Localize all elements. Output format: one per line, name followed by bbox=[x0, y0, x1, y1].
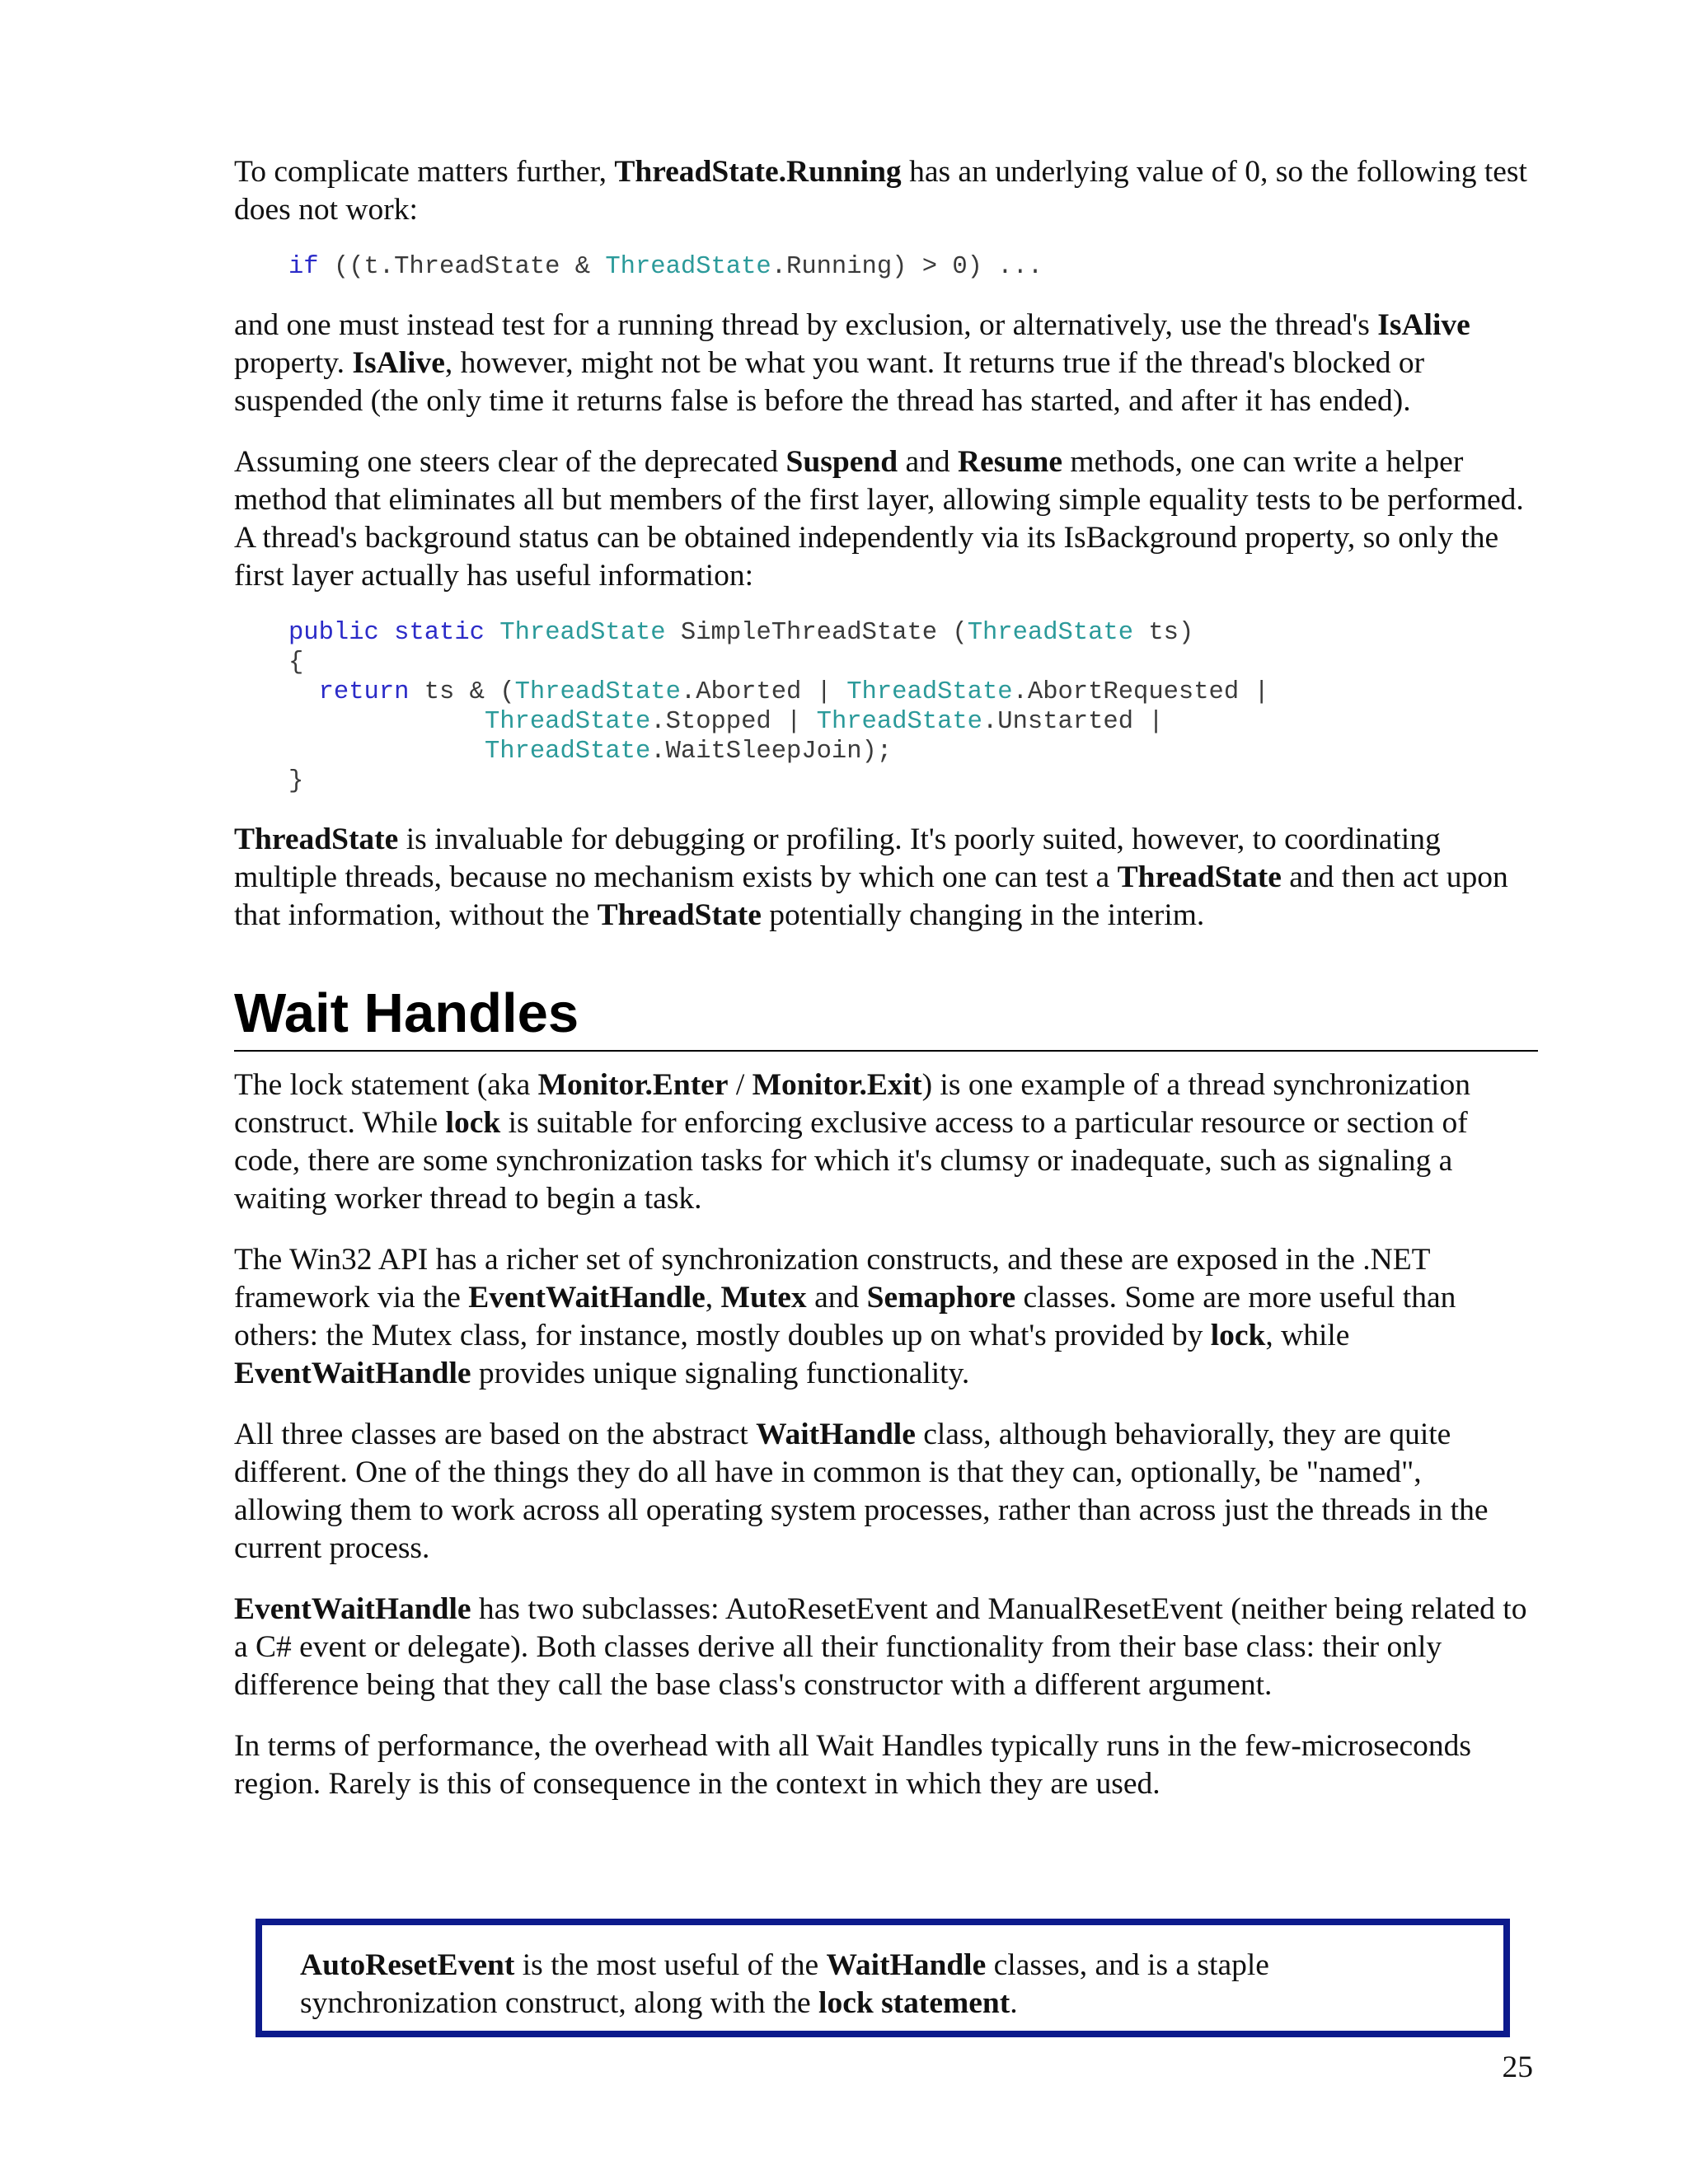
text: and then act upon that information, without the bbox=[234, 860, 1508, 932]
text: To complicate matters further, bbox=[234, 155, 615, 189]
text: potentially changing in the interim. bbox=[761, 898, 1205, 932]
code-block bbox=[288, 252, 1536, 282]
text: provides unique signaling functionality. bbox=[471, 1357, 970, 1390]
bold-term: WaitHandle bbox=[826, 1948, 987, 1982]
code-block bbox=[288, 618, 1536, 796]
text: classes. Some are more useful than others: the Mutex class, for instance, mostly doubles up on what's provided by bbox=[234, 1281, 1456, 1352]
bold-term: WaitHandle bbox=[756, 1418, 916, 1451]
code-text: { bbox=[288, 649, 304, 677]
code-text: .Running) > 0) ... bbox=[771, 253, 1043, 281]
code-text: ts) bbox=[1133, 619, 1194, 647]
bold-term: lock bbox=[1210, 1319, 1266, 1352]
code-text: .Aborted | bbox=[680, 678, 847, 706]
code-keyword: return bbox=[318, 678, 410, 706]
bold-term: lock statement bbox=[818, 1986, 1010, 2020]
code-type: ThreadState bbox=[499, 619, 666, 647]
text: All three classes are based on the abstract bbox=[234, 1418, 757, 1451]
paragraph bbox=[234, 153, 1536, 229]
code-text: ((t.ThreadState & bbox=[318, 253, 606, 281]
code-text: SimpleThreadState ( bbox=[665, 619, 968, 647]
code-text: .Stopped | bbox=[650, 708, 817, 736]
bold-term: ThreadState bbox=[234, 823, 399, 856]
bold-term: Semaphore bbox=[866, 1281, 1016, 1315]
text: , while bbox=[1265, 1319, 1350, 1352]
bold-term: ThreadState.Running bbox=[614, 155, 902, 189]
bold-term: EventWaitHandle bbox=[234, 1592, 471, 1626]
paragraph bbox=[234, 307, 1536, 420]
text: The lock statement (aka bbox=[234, 1068, 538, 1102]
paragraph bbox=[234, 1416, 1536, 1568]
paragraph bbox=[234, 443, 1536, 595]
code-type: ThreadState bbox=[967, 619, 1134, 647]
code-text: ts & ( bbox=[409, 678, 515, 706]
text: is the most useful of the bbox=[514, 1948, 827, 1982]
text: and one must instead test for a running thread by exclusion, or alternatively, use the thread's bbox=[234, 308, 1378, 342]
bold-term: lock bbox=[445, 1106, 501, 1140]
code-type: ThreadState bbox=[484, 708, 651, 736]
text: / bbox=[728, 1068, 753, 1102]
text: methods, one can write a helper method that eliminates all but members of the first layer, allowing simple equality tests to be performed. A thread's background status can be obtained independently via its IsBackground property, so only the first layer actually has useful information: bbox=[234, 445, 1524, 593]
text: , bbox=[705, 1281, 721, 1315]
paragraph bbox=[234, 1066, 1536, 1218]
bold-term: Suspend bbox=[785, 445, 898, 479]
code-keyword: public bbox=[288, 619, 379, 647]
code-type: ThreadState bbox=[605, 253, 771, 281]
text: is invaluable for debugging or profiling. It's poorly suited, however, to coordinating multiple threads, because no mechanism exists by which one can test a bbox=[234, 823, 1441, 894]
text: property. bbox=[234, 346, 353, 380]
page-number: 25 bbox=[1502, 2050, 1533, 2084]
bold-term: EventWaitHandle bbox=[468, 1281, 706, 1315]
text: , however, might not be what you want. It returns true if the thread's blocked or suspended (the only time it returns false is before the thread has started, and after it has ended). bbox=[234, 346, 1425, 418]
code-keyword: if bbox=[288, 253, 319, 281]
bold-term: ThreadState bbox=[597, 898, 762, 932]
text: has two subclasses: AutoResetEvent and ManualResetEvent (neither being related to a C# event or delegate). Both classes derive all their functionality from their base class: their only difference being that they call the base class's constructor with a different argument. bbox=[234, 1592, 1527, 1702]
text: is suitable for enforcing exclusive access to a particular resource or section of code, there are some synchronization tasks for which it's clumsy or inadequate, such as signaling a waiting worker thread to begin a task. bbox=[234, 1106, 1468, 1216]
bold-term: Monitor.Enter bbox=[537, 1068, 729, 1102]
text: The Win32 API has a richer set of synchronization constructs, and these are exposed in the .NET framework via the bbox=[234, 1243, 1430, 1315]
text: and bbox=[898, 445, 958, 479]
code-type: ThreadState bbox=[514, 678, 681, 706]
bold-term: IsAlive bbox=[352, 346, 445, 380]
code-text: .WaitSleepJoin); bbox=[650, 738, 893, 766]
bold-term: Resume bbox=[957, 445, 1063, 479]
paragraph bbox=[234, 1591, 1536, 1704]
bold-term: AutoResetEvent bbox=[300, 1948, 515, 1982]
code-type: ThreadState bbox=[846, 678, 1013, 706]
text: class, although behaviorally, they are quite different. One of the things they do all have in common is that they can, optionally, be "named", allowing them to work across all operating system processes, rather than across just the threads in the current process. bbox=[234, 1418, 1489, 1565]
section-heading: Wait Handles bbox=[234, 981, 1538, 1052]
bold-term: Monitor.Exit bbox=[752, 1068, 922, 1102]
code-type: ThreadState bbox=[816, 708, 982, 736]
code-text: .Unstarted | bbox=[982, 708, 1164, 736]
callout-box bbox=[256, 1919, 1510, 2037]
text: ) is one example of a thread synchronization construct. While bbox=[234, 1068, 1470, 1140]
paragraph bbox=[234, 1727, 1536, 1803]
code-type: ThreadState bbox=[484, 738, 651, 766]
text: has an underlying value of 0, so the following test does not work: bbox=[234, 155, 1527, 227]
text: and bbox=[806, 1281, 867, 1315]
code-keyword: static bbox=[394, 619, 485, 647]
bold-term: IsAlive bbox=[1377, 308, 1470, 342]
text: In terms of performance, the overhead with all Wait Handles typically runs in the few-microseconds region. Rarely is this of consequence in the context in which they are used. bbox=[234, 1729, 1472, 1801]
paragraph bbox=[234, 821, 1536, 935]
paragraph bbox=[234, 1241, 1536, 1393]
text: Assuming one steers clear of the deprecated bbox=[234, 445, 786, 479]
text: . bbox=[1010, 1986, 1018, 2020]
bold-term: ThreadState bbox=[1117, 860, 1282, 894]
bold-term: EventWaitHandle bbox=[234, 1357, 471, 1390]
bold-term: Mutex bbox=[720, 1281, 807, 1315]
page-content bbox=[234, 153, 1536, 1826]
text: classes, and is a staple synchronization construct, along with the bbox=[300, 1948, 1269, 2020]
code-text: } bbox=[288, 767, 304, 795]
code-text: .AbortRequested | bbox=[1012, 678, 1269, 706]
